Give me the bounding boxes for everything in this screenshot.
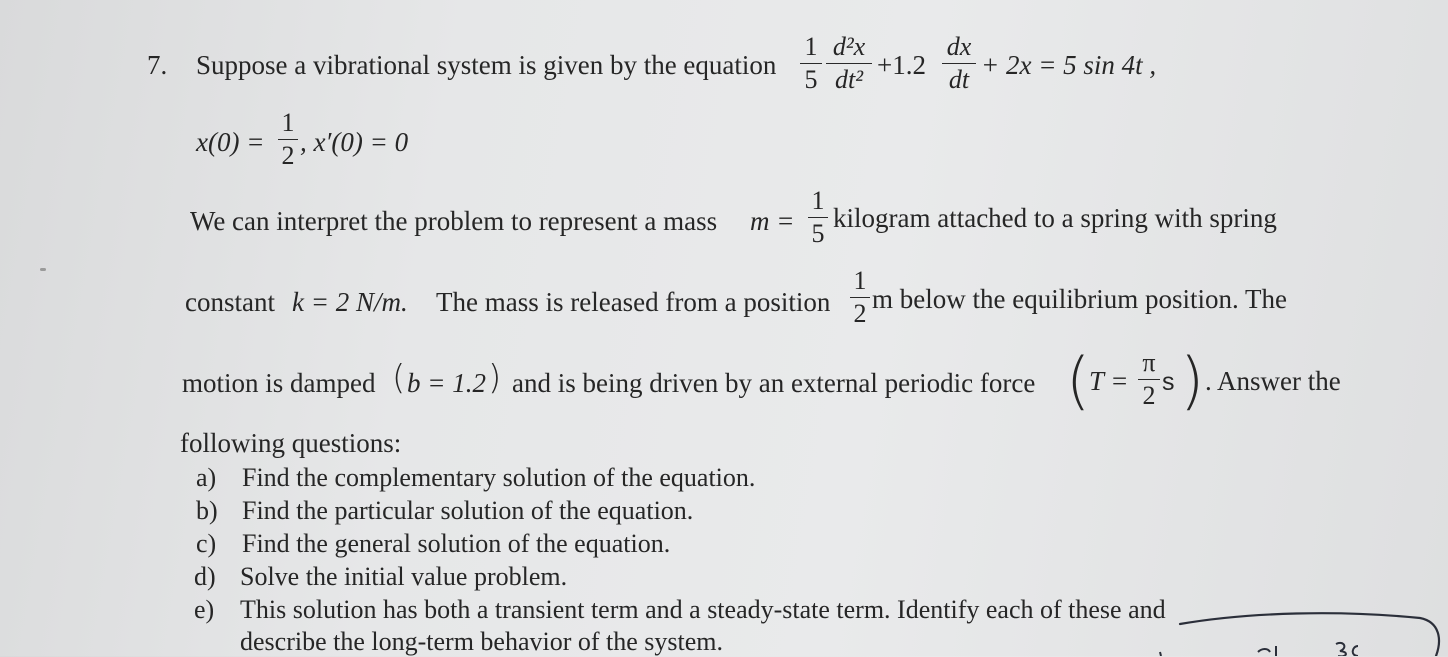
paper-fleck (40, 268, 46, 271)
initial-condition-lhs: x(0) = (196, 127, 265, 157)
fraction-numerator: 1 (804, 32, 818, 61)
fraction-denominator: 5 (811, 219, 825, 248)
interp-line2-middle: The mass is released from a position (436, 287, 831, 317)
fraction-numerator: 1 (811, 186, 825, 215)
question-label: b) (196, 496, 218, 525)
fraction-denominator: 2 (853, 299, 867, 328)
interp-line4: following questions: (180, 428, 402, 458)
fraction-denominator: 2 (1142, 381, 1156, 410)
problem-number: 7. (147, 50, 168, 80)
right-paren-large: ) (1180, 344, 1205, 417)
pen-scribble-1 (1258, 646, 1276, 656)
damping-coefficient: b = 1.2 (407, 368, 486, 398)
pen-scribble-2 (1336, 643, 1358, 656)
period-equation: T = (1089, 366, 1129, 396)
question-label: c) (196, 529, 217, 558)
mass-equation: m = (750, 206, 795, 236)
interp-line1-start: We can interpret the problem to represent a mass (190, 206, 718, 236)
fraction-denominator: dt² (834, 65, 864, 94)
interp-line2-start: constant (185, 287, 275, 317)
question-text: Find the particular solution of the equation. (242, 496, 694, 525)
pen-stroke-curve (1180, 613, 1439, 656)
question-label: a) (196, 463, 217, 492)
fraction-denominator: 2 (281, 141, 295, 170)
question-text: Find the complementary solution of the equation. (242, 463, 756, 492)
question-text: describe the long-term behavior of the system. (240, 627, 724, 656)
fraction-numerator: 1 (853, 266, 867, 295)
interp-line1-end: kilogram attached to a spring with spring (833, 203, 1277, 233)
question-label: d) (194, 562, 216, 591)
question-text: Solve the initial value problem. (240, 562, 568, 591)
question-text: Find the general solution of the equation. (242, 529, 671, 558)
question-label: e) (194, 595, 215, 624)
left-paren: ( (392, 358, 406, 398)
interp-line2-end: m below the equilibrium position. The (872, 284, 1287, 314)
spring-constant: k = 2 N/m. (292, 287, 408, 317)
initial-condition-rhs: , x′(0) = 0 (300, 127, 409, 157)
equation-term2-coef: +1.2 (877, 50, 926, 80)
fraction-denominator: 5 (804, 65, 818, 94)
fraction-numerator: dx (946, 32, 972, 61)
question-text: This solution has both a transient term and a steady-state term. Identify each of these and (240, 595, 1166, 624)
problem-intro: Suppose a vibrational system is given by the equation (196, 50, 777, 80)
fraction-numerator: π (1142, 348, 1156, 377)
interp-line3-start: motion is damped (182, 368, 376, 398)
interp-line3-end: . Answer the (1205, 366, 1341, 396)
left-paren-large: ( (1066, 344, 1091, 417)
fraction-numerator: 1 (281, 108, 295, 137)
pen-stroke-tick (1160, 652, 1161, 656)
fraction-denominator: dt (948, 65, 970, 94)
fraction-numerator: d²x (832, 32, 866, 61)
right-paren: ) (488, 358, 502, 398)
period-unit: s (1162, 368, 1175, 396)
equation-rhs: + 2x = 5 sin 4t , (981, 50, 1157, 80)
interp-line3-middle: and is being driven by an external periodic force (512, 368, 1036, 398)
